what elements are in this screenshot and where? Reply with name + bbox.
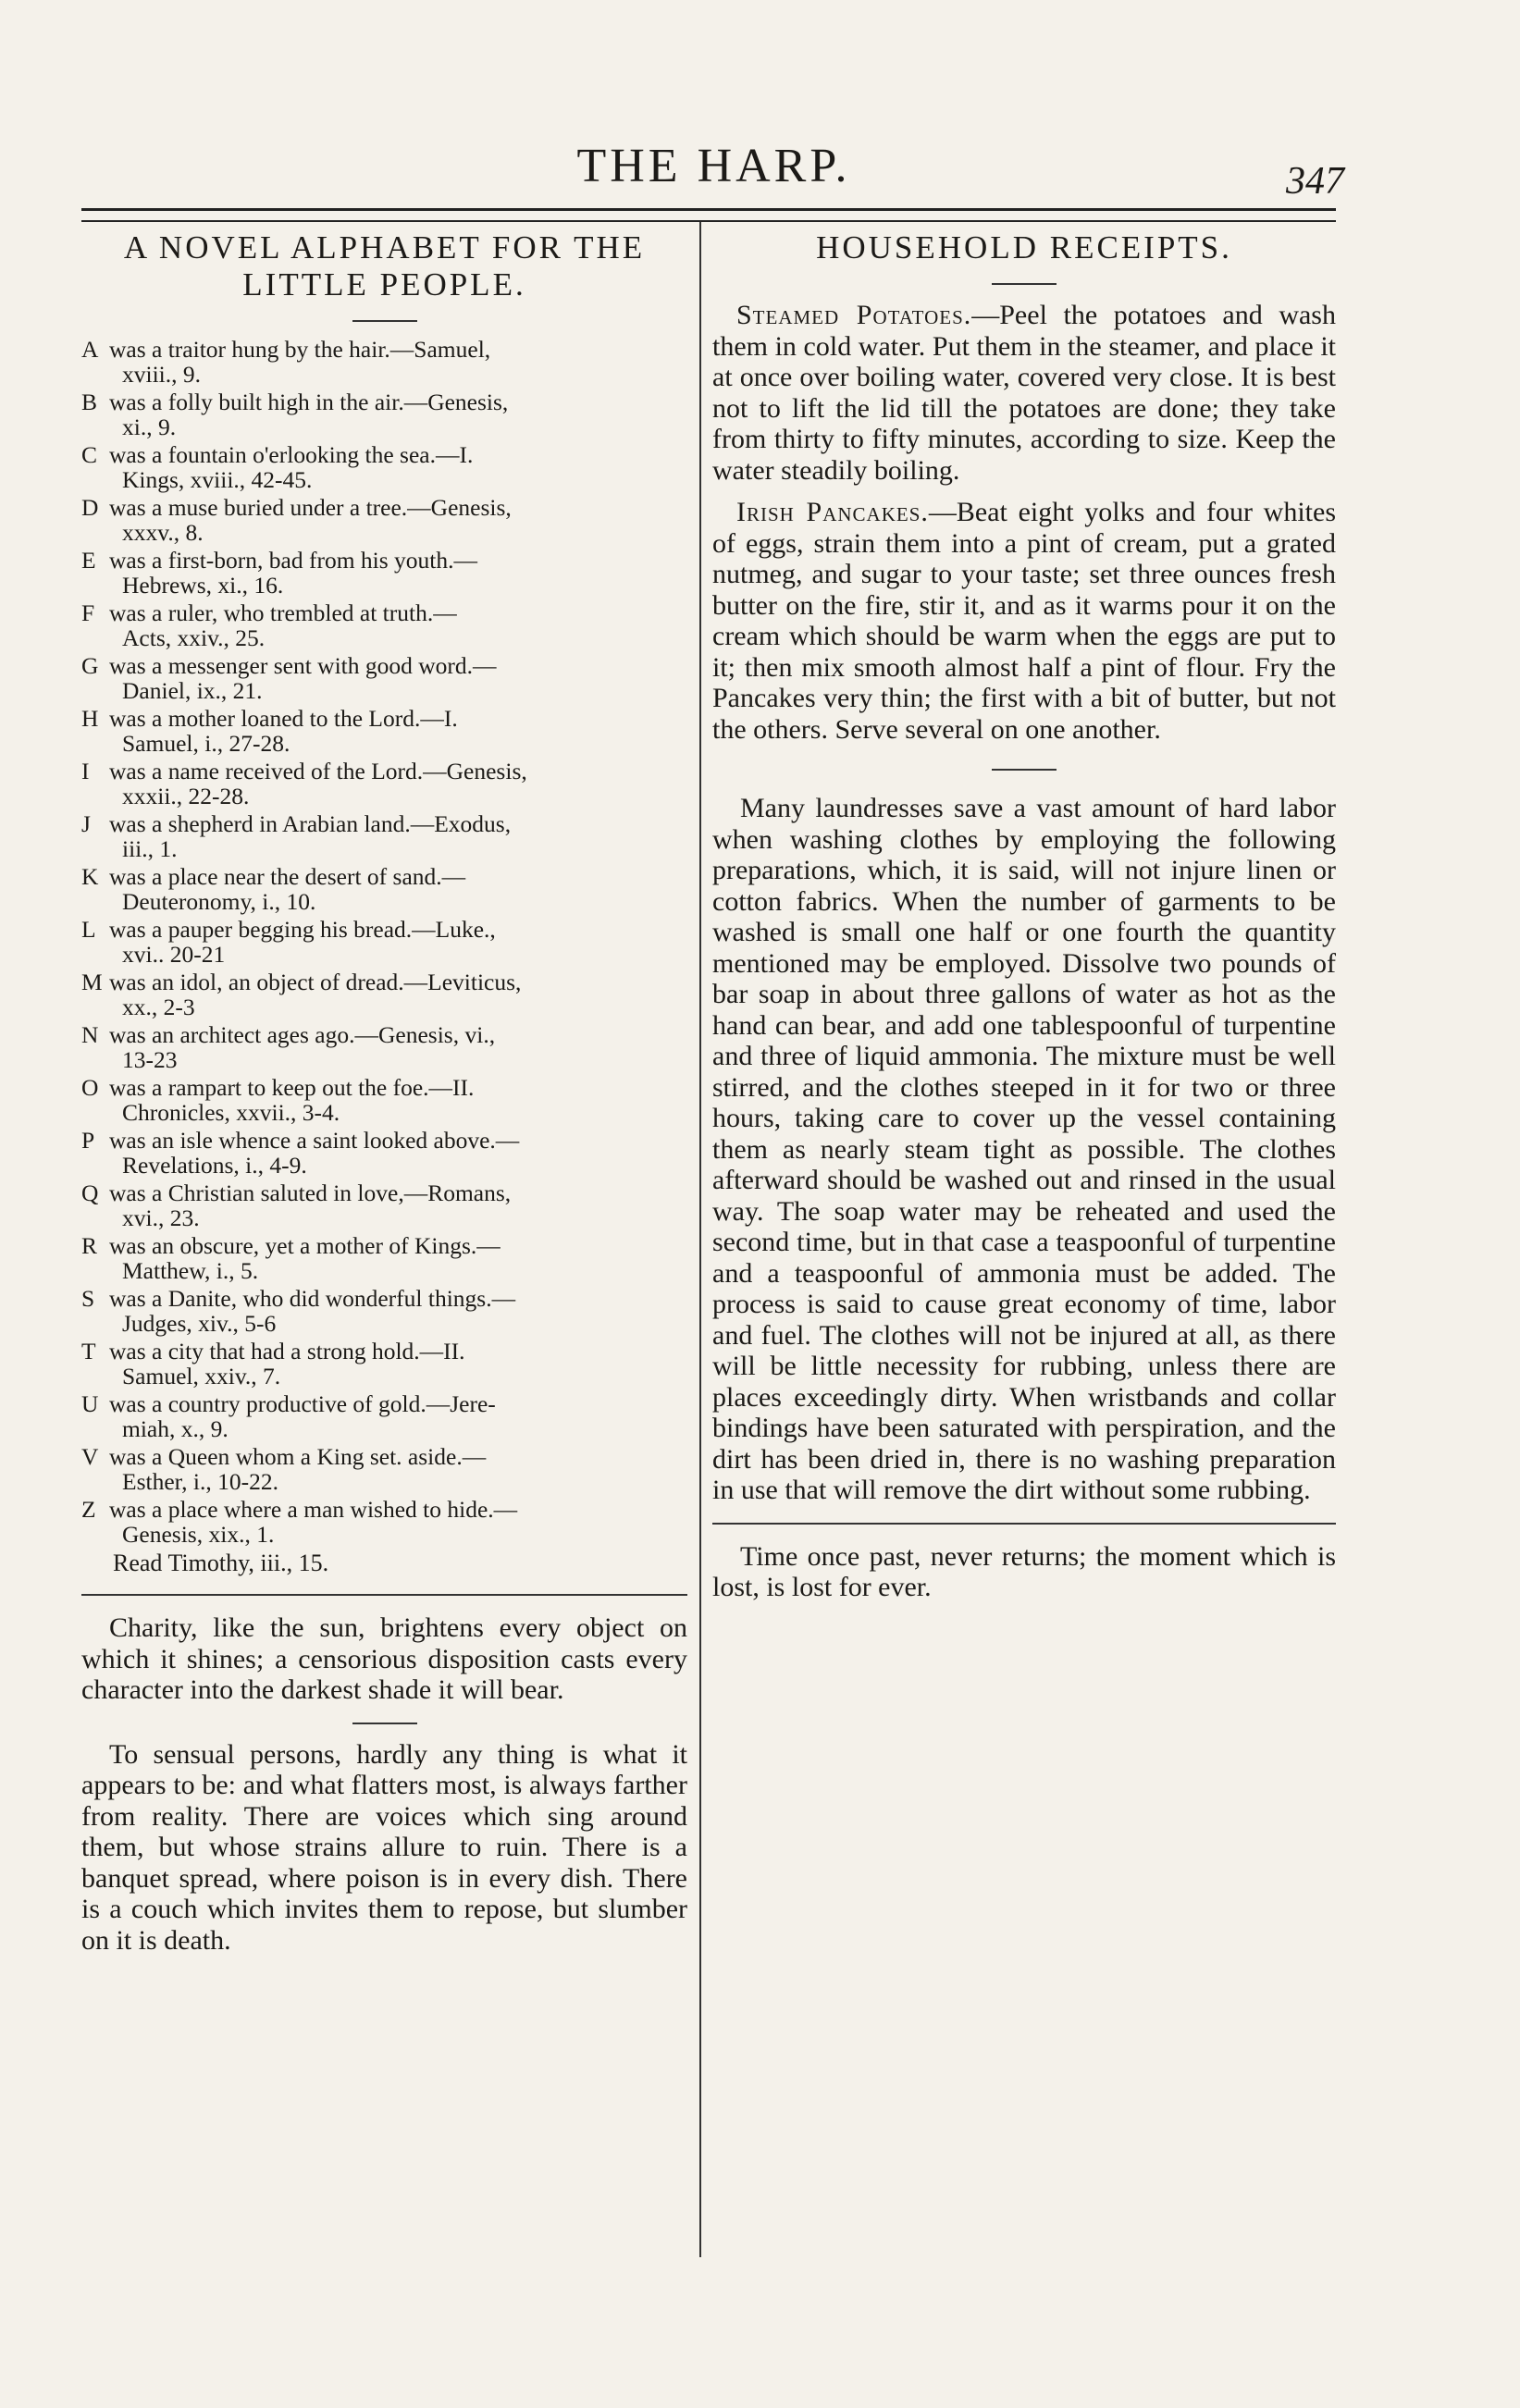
alphabet-letter: S [81,1285,95,1312]
alphabet-text: was a folly built high in the air.—Genesis, [109,389,509,415]
alphabet-text: was a mother loaned to the Lord.—I. [109,705,458,732]
alphabet-text: was a shepherd in Arabian land.—Exodus, [109,810,512,837]
alphabet-reference: Acts, xxiv., 25. [122,624,266,651]
time-paragraph: Time once past, never returns; the moment which is lost, is lost for ever. [712,1540,1336,1602]
alphabet-text: was an architect ages ago.—Genesis, vi., [109,1021,496,1048]
alphabet-letter: Z [81,1496,96,1523]
alphabet-reference: Kings, xviii., 42-45. [122,466,313,493]
alphabet-reference: Daniel, ix., 21. [122,677,263,704]
alphabet-letter: A [81,336,99,363]
irish-pancakes-receipt [712,497,1336,745]
section-rule [712,1523,1336,1525]
alphabet-letter: P [81,1127,95,1154]
page-number: 347 [1286,160,1344,203]
alphabet-text: was a fountain o'erlooking the sea.—I. [109,441,474,468]
alphabet-text: was an obscure, yet a mother of Kings.— [109,1232,500,1259]
alphabet-reference: xi., 9. [122,414,177,440]
alphabet-reference: Genesis, xix., 1. [122,1521,275,1548]
alphabet-text: was a pauper begging his bread.—Luke., [109,916,496,943]
alphabet-item [81,1128,687,1178]
alphabet-item [81,1497,687,1547]
read-timothy-line: Read Timothy, iii., 15. [113,1550,329,1576]
alphabet-text: was a country productive of gold.—Jere- [109,1390,496,1417]
alphabet-text: was a place near the desert of sand.— [109,863,466,890]
alphabet-letter: D [81,494,99,521]
left-column [81,229,687,1956]
alphabet-item [81,389,687,439]
alphabet-text: was a traitor hung by the hair.—Samuel, [109,336,491,363]
section-rule [81,1594,687,1596]
alphabet-letter: U [81,1390,99,1417]
alphabet-letter: C [81,441,98,468]
alphabet-letter: O [81,1074,99,1101]
alphabet-text: was an isle whence a saint looked above.— [109,1127,520,1154]
alphabet-reference: xx., 2-3 [122,994,195,1020]
alphabet-text: was a rampart to keep out the foe.—II. [109,1074,475,1101]
alphabet-reference: xvi., 23. [122,1204,200,1231]
alphabet-item [81,442,687,492]
alphabet-reference: 13-23 [122,1046,178,1073]
section-rule [992,769,1057,771]
alphabet-heading-line1: A NOVEL ALPHABET FOR THE [123,229,646,265]
alphabet-item [81,1180,687,1230]
page-title: THE HARP. [576,140,851,192]
alphabet-text: was a muse buried under a tree.—Genesis, [109,494,512,521]
alphabet-heading [81,229,687,303]
alphabet-text: was a Queen whom a King set. aside.— [109,1443,487,1470]
alphabet-reference: xxxv., 8. [122,519,204,546]
steamed-potatoes-receipt [712,300,1336,486]
alphabet-item [81,600,687,650]
alphabet-item [81,495,687,545]
alphabet-reference: Revelations, i., 4-9. [122,1152,307,1179]
running-head [83,139,1344,204]
alphabet-reference: xxxii., 22-28. [122,783,250,809]
alphabet-letter: R [81,1232,98,1259]
alphabet-reference: Chronicles, xxvii., 3-4. [122,1099,340,1126]
alphabet-reference: Judges, xiv., 5-6 [122,1310,277,1337]
alphabet-item [81,969,687,1019]
alphabet-reference: Matthew, i., 5. [122,1257,259,1284]
alphabet-letter: T [81,1338,96,1365]
alphabet-letter: F [81,599,95,626]
section-rule [352,320,417,322]
alphabet-text: was an idol, an object of dread.—Leviticus, [109,969,522,995]
alphabet-letter: I [81,758,90,784]
alphabet-letter: N [81,1021,99,1048]
alphabet-item [81,548,687,598]
right-column [712,229,1336,1603]
alphabet-letter: M [81,969,103,995]
alphabet-letter: H [81,705,99,732]
alphabet-letter: B [81,389,98,415]
alphabet-letter: Q [81,1179,99,1206]
alphabet-reference: Samuel, xxiv., 7. [122,1363,281,1389]
alphabet-item [81,1391,687,1441]
section-rule [352,1723,417,1724]
alphabet-reference: xviii., 9. [122,361,202,388]
alphabet-item [81,864,687,914]
alphabet-reference: iii., 1. [122,835,178,862]
alphabet-reference: Hebrews, xi., 16. [122,572,284,599]
alphabet-item [81,653,687,703]
alphabet-heading-line2: LITTLE PEOPLE. [242,266,526,303]
alphabet-item [81,1075,687,1125]
alphabet-item [81,811,687,861]
receipt-text: —Peel the potatoes and wash them in cold water. Put them in the steamer, and place it at once over boiling water, covered very close. It is best not to lift the lid till the potatoes are done; they take from thirty to fifty minutes, according to size. Keep the water steadily boiling. [712,300,1336,486]
alphabet-letter: L [81,916,96,943]
receipt-title: Steamed Potatoes. [736,300,972,330]
alphabet-text: was a city that had a strong hold.—II. [109,1338,465,1365]
alphabet-text: was a place where a man wished to hide.— [109,1496,518,1523]
receipts-heading: HOUSEHOLD RECEIPTS. [816,229,1232,265]
alphabet-letter: K [81,863,99,890]
alphabet-list [81,337,687,1547]
alphabet-letter: G [81,652,99,679]
alphabet-reference: Deuteronomy, i., 10. [122,888,316,915]
alphabet-item [81,917,687,967]
alphabet-letter: J [81,810,91,837]
alphabet-item [81,1444,687,1494]
sensual-paragraph: To sensual persons, hardly any thing is what it appears to be: and what flatters most, is always farther from reality. There are voices which sing around them, but whose strains allure to ruin. There is a banquet spread, where poison is in every dish. There is a couch which invites them to repose, but slumber on it is death. [81,1738,687,1956]
alphabet-reference: Samuel, i., 27-28. [122,730,290,757]
laundry-paragraph: Many laundresses save a vast amount of hard labor when washing clothes by employing the following preparations, which, it is said, will not injure linen or cotton fabrics. When the number of garments to be washed is small one half or one fourth the quantity mentioned may be employed. Dissolve two pounds of bar soap in about three gallons of water as hot as the hand can bear, and add one tablespoonful of turpentine and three of liquid ammonia. The mixture must be well stirred, and the clothes steeped in it for two or three hours, taking care to cover up the vessel containing them as nearly steam tight as possible. The clothes afterward should be washed out and rinsed in the usual way. The soap water may be reheated and used the second time, but in that case a teaspoonful of turpentine and a teaspoonful of ammonia must be added. The process is said to cause great economy of time, labor and fuel. The clothes will not be injured at all, as there will be little necessity for rubbing, unless there are places exceedingly dirty. When wristbands and collar bindings have been saturated with perspiration, and the dirt has been dried in, there is no washing preparation in use that will remove the dirt without some rubbing. [712,793,1336,1505]
alphabet-reference: xvi.. 20-21 [122,941,226,968]
alphabet-text: was a Christian saluted in love,—Romans, [109,1179,512,1206]
alphabet-text: was a ruler, who trembled at truth.— [109,599,457,626]
alphabet-text: was a Danite, who did wonderful things.— [109,1285,516,1312]
section-rule [992,283,1057,285]
receipt-text: —Beat eight yolks and four whites of eggs, strain them into a pint of cream, put a grated nutmeg, and sugar to your taste; set three ounces fresh butter on the fire, stir it, and as it warms pour it on the cream which should be warm when the eggs are put to it; then mix smooth almost half a pint of flour. Fry the Pancakes very thin; the first with a bit of butter, but not the others. Serve several on one another. [712,497,1337,745]
alphabet-text: was a first-born, bad from his youth.— [109,547,478,574]
alphabet-item [81,1339,687,1389]
alphabet-item [81,1022,687,1072]
alphabet-item [81,1286,687,1336]
alphabet-item [81,706,687,756]
alphabet-text: was a messenger sent with good word.— [109,652,497,679]
alphabet-reference: miah, x., 9. [122,1415,229,1442]
charity-paragraph: Charity, like the sun, brightens every object on which it shines; a censorious disposition casts every character into the darkest shade it will bear. [81,1612,687,1705]
alphabet-letter: E [81,547,96,574]
alphabet-item [81,1233,687,1283]
column-divider [699,222,701,2257]
alphabet-text: was a name received of the Lord.—Genesis, [109,758,527,784]
alphabet-letter: V [81,1443,99,1470]
receipt-title: Irish Pancakes. [736,497,929,527]
header-rule [81,208,1336,222]
alphabet-reference: Esther, i., 10-22. [122,1468,278,1495]
alphabet-item [81,337,687,387]
alphabet-item [81,759,687,809]
